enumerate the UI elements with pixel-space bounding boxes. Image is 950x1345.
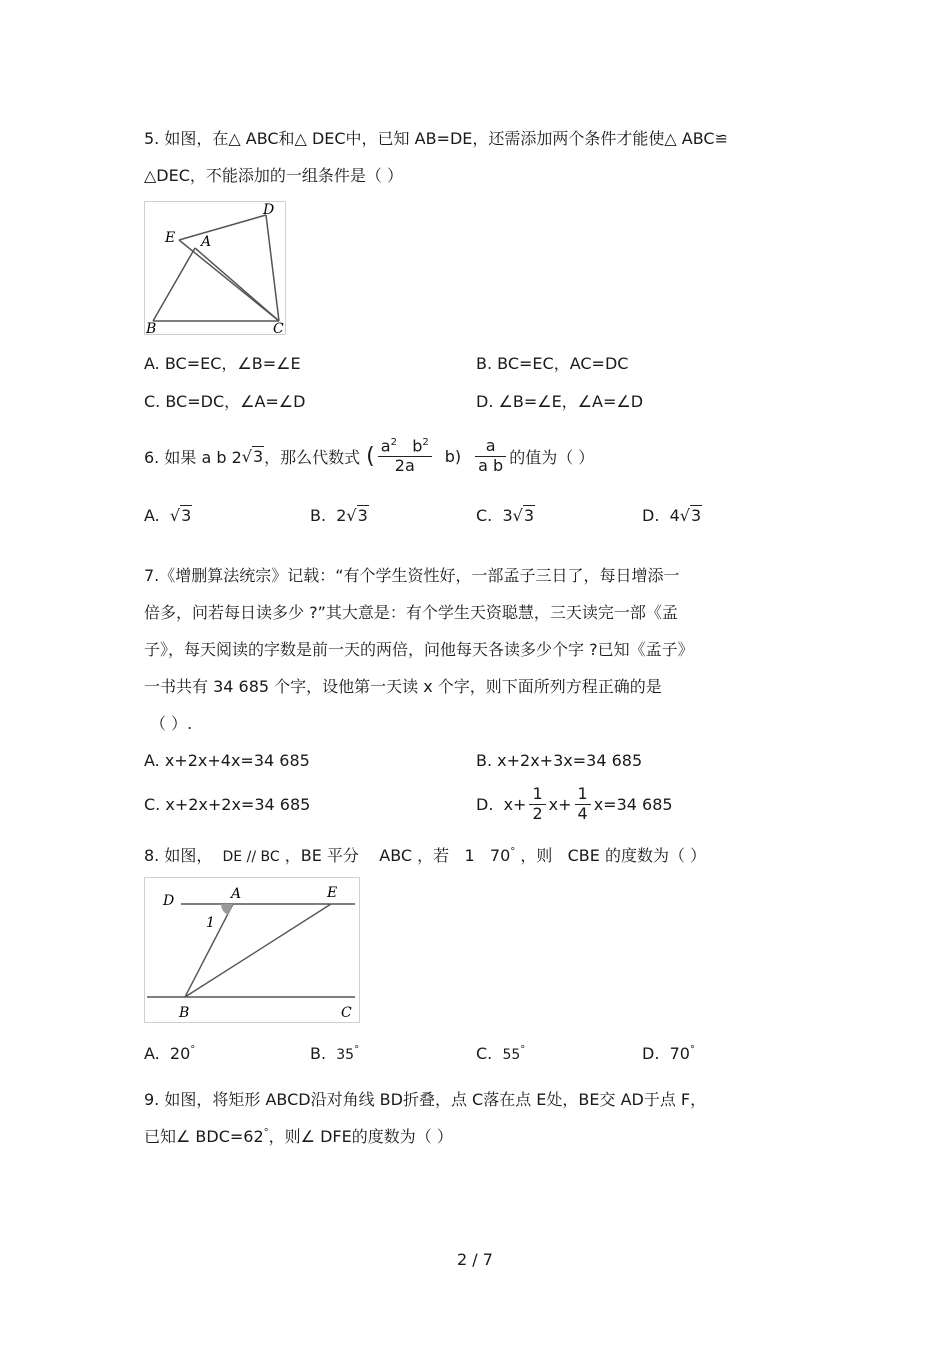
q8-label-angle-1: 1	[206, 915, 215, 931]
q8-option-a: A. 20°	[144, 1044, 196, 1063]
q9-stem-line2: 已知∠ BDC=62°，则∠ DFE的度数为（ ）	[144, 1127, 453, 1146]
q7-line-2: 倍多，问若每日读多少 ?”其大意是：有个学生天资聪慧，三天读完一部《孟	[144, 603, 678, 622]
q8-stem: 8. 如图， DE // BC ，BE 平分 ABC ，若 1 70° ，则 CBE 的度数为（ ）	[144, 846, 707, 865]
q6-after-f1: b)	[444, 446, 462, 466]
q8-option-d: D. 70°	[642, 1044, 695, 1063]
q7-line-4: 一书共有 34 685 个字，设他第一天读 x 个字，则下面所列方程正确的是	[144, 677, 662, 696]
q5-label-b: B	[146, 321, 157, 335]
q8-label-b: B	[179, 1005, 190, 1021]
q7-option-d: D. x+ $\frac{1}{2}$ x+ $\frac{1}{4}$ x=34 685	[476, 784, 673, 823]
q8-label-d: D	[163, 893, 175, 909]
q8-label-c: C	[341, 1005, 352, 1021]
q7-line-1: 7.《增删算法统宗》记载：“有个学生资性好，一部孟子三日了，每日增添一	[144, 566, 680, 585]
q8-label-e: E	[327, 885, 338, 901]
q7-line-3: 子》，每天阅读的字数是前一天的两倍，问他每天各读多少个字 ?已知《孟子》	[144, 640, 694, 659]
q5-label-d: D	[263, 202, 275, 218]
q5-label-a: A	[201, 234, 212, 250]
q6-suffix: 的值为（ ）	[509, 447, 595, 467]
q6-option-a: A. √3	[144, 506, 192, 525]
q6-fraction-1: $\frac{a^2 b^2}{2a}$	[378, 437, 432, 475]
q8-option-b: B. 35°	[310, 1044, 360, 1063]
q7-option-b: B. x+2x+3x=34 685	[476, 751, 643, 770]
q5-stem-line2: △DEC，不能添加的一组条件是（ ）	[144, 166, 403, 185]
q7-option-a: A. x+2x+4x=34 685	[144, 751, 310, 770]
q7-line-5: （ ）.	[150, 714, 193, 733]
q5-option-d: D. ∠B=∠E，∠A=∠D	[476, 392, 644, 411]
q5-option-a: A. BC=EC，∠B=∠E	[144, 354, 301, 373]
q8-option-c: C. 55°	[476, 1044, 526, 1063]
q6-stem: 6. 如果 a b 2 √3 ，那么代数式 ( $\frac{a^2 b^2}{2a}$ b) $\frac{a}{\text{a b}}$ 的值为（ ）	[144, 436, 595, 475]
q6-option-c: C. 3√3	[476, 506, 535, 525]
q8-parallel-lines-figure	[144, 877, 360, 1023]
q5-label-e: E	[165, 230, 176, 246]
q5-stem-line1: 5. 如图，在△ ABC和△ DEC中，已知 AB=DE，还需添加两个条件才能使△ ABC≌	[144, 129, 729, 148]
q6-fraction-2: $\frac{a}{\text{a b}}$	[475, 437, 506, 475]
q6-mid: ，那么代数式	[264, 447, 361, 467]
q5-label-c: C	[273, 321, 284, 335]
q6-option-b: B. 2√3	[310, 506, 368, 525]
q6-sqrt-condition: √3	[241, 446, 264, 466]
q9-stem-line1: 9. 如图，将矩形 ABCD沿对角线 BD折叠，点 C落在点 E处，BE交 AD于点 F，	[144, 1090, 707, 1109]
q6-option-d: D. 4√3	[642, 506, 702, 525]
q5-option-b: B. BC=EC，AC=DC	[476, 354, 629, 373]
q7-option-c: C. x+2x+2x=34 685	[144, 795, 311, 814]
q5-option-c: C. BC=DC，∠A=∠D	[144, 392, 306, 411]
q8-label-a: A	[231, 886, 242, 902]
q5-triangle-figure	[144, 201, 286, 335]
q6-prefix: 6. 如果 a b 2	[144, 447, 242, 467]
page-number: 2 / 7	[457, 1250, 493, 1269]
